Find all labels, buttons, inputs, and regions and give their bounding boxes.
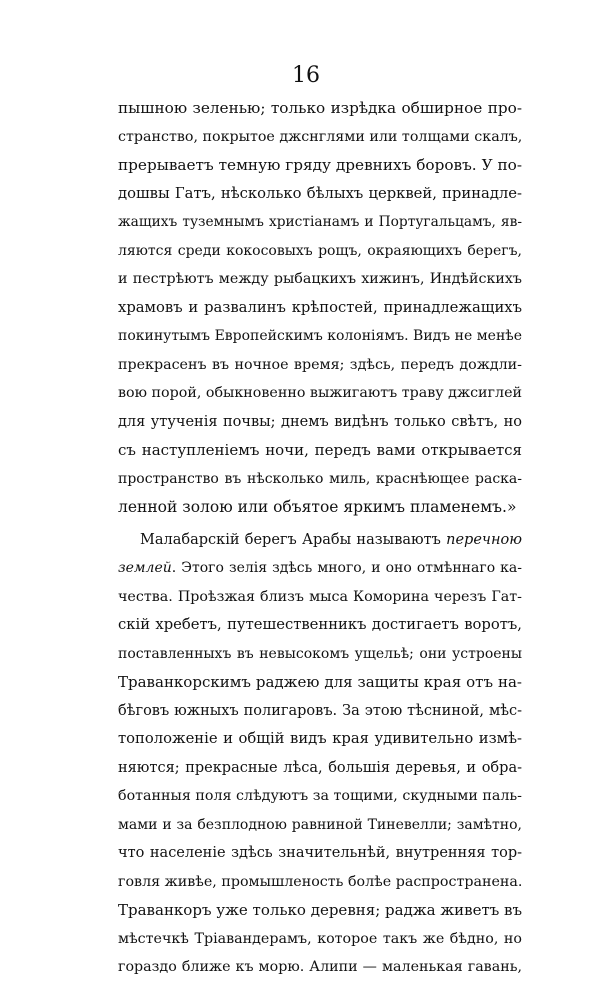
text-line: скій хребетъ, путешественникъ достигаетъ воротъ, [118,616,522,633]
text-line: для утученія почвы; днемъ видѣнъ только свѣтъ, но [118,413,522,430]
text-line: мами и за безплодною равниной Тиневелли; замѣтно, [118,816,522,833]
emphasized-term: землей [118,560,172,576]
text-line: дошвы Гатъ, нѣсколько бѣлыхъ церквей, принадле- [118,184,522,202]
text-line: прерываетъ темную гряду древнихъ боровъ. У по- [118,156,522,174]
text-line: покинутымъ Европейскимъ колоніямъ. Видъ не менѣе [118,328,522,344]
text-line: Траванкоръ уже только деревня; раджа живетъ въ [118,901,523,919]
line-text: . Этого зелія здѣсь много, и оно отмѣннаго ка- [171,560,522,576]
text-line: бѣговъ южныхъ полигаровъ. За этою тѣсниной, мѣс- [118,702,522,719]
text-line: вою порой, обыкновенно выжигаютъ траву джсиглей [118,385,522,401]
text-line: ботанныя поля слѣдуютъ за тощими, скудными паль- [118,788,522,804]
text-line [118,526,522,555]
text-line: няются; прекрасные лѣса, большія деревья, и обра- [118,759,522,776]
text-line: странство, покрытое джснглями или толщами скалъ, [118,128,523,145]
paragraph-1 [118,94,522,522]
page-number: 16 [292,63,320,88]
emphasized-term: перечною [446,531,522,548]
line-text: Малабарскій берегъ Арабы называютъ [140,531,447,548]
text-line: ляются среди кокосовыхъ рощъ, окраяющихъ берегъ, [118,242,522,259]
text-line: тоположеніе и общій видъ края удивительно измѣ- [118,730,522,747]
text-line: и пестрѣютъ между рыбацкихъ хижинъ, Индѣйскихъ [118,271,522,287]
text-line: говля живѣе, промышленость болѣе распространена. [118,873,523,890]
text-line: что населеніе здѣсь значительнѣй, внутренняя тор- [118,845,522,861]
text-line: жащихъ туземнымъ христіанамъ и Португальцамъ, яв- [118,214,522,230]
text-line: Траванкорскимъ раджею для защиты края отъ на- [118,673,522,691]
text-line: съ наступленіемъ ночи, передъ вами открывается [118,441,522,459]
paragraph-2 [118,526,522,982]
text-line: чества. Проѣзжая близъ мыса Коморина черезъ Гат- [118,588,522,605]
text-line: храмовъ и развалинъ крѣпостей, принадлежащихъ [118,298,522,316]
text-line: прекрасенъ въ ночное время; здѣсь, передъ дождли- [118,356,522,373]
text-line: пространство въ нѣсколько миль, краснѣющее раска- [118,470,522,487]
text-line [118,554,522,583]
text-line: пышною зеленью; только изрѣдка обширное про- [118,99,522,117]
text-line: мѣстечкѣ Тріавандерамъ, которое такъ же бѣдно, но [118,930,522,947]
text-line: гораздо ближе къ морю. Алипи — маленькая гавань, [118,959,522,975]
text-line: поставленныхъ въ невысокомъ ущельѣ; они устроены [118,645,522,662]
text-line: ленной золою или объятое яркимъ пламенемъ.» [118,498,517,516]
text-body [118,94,522,982]
